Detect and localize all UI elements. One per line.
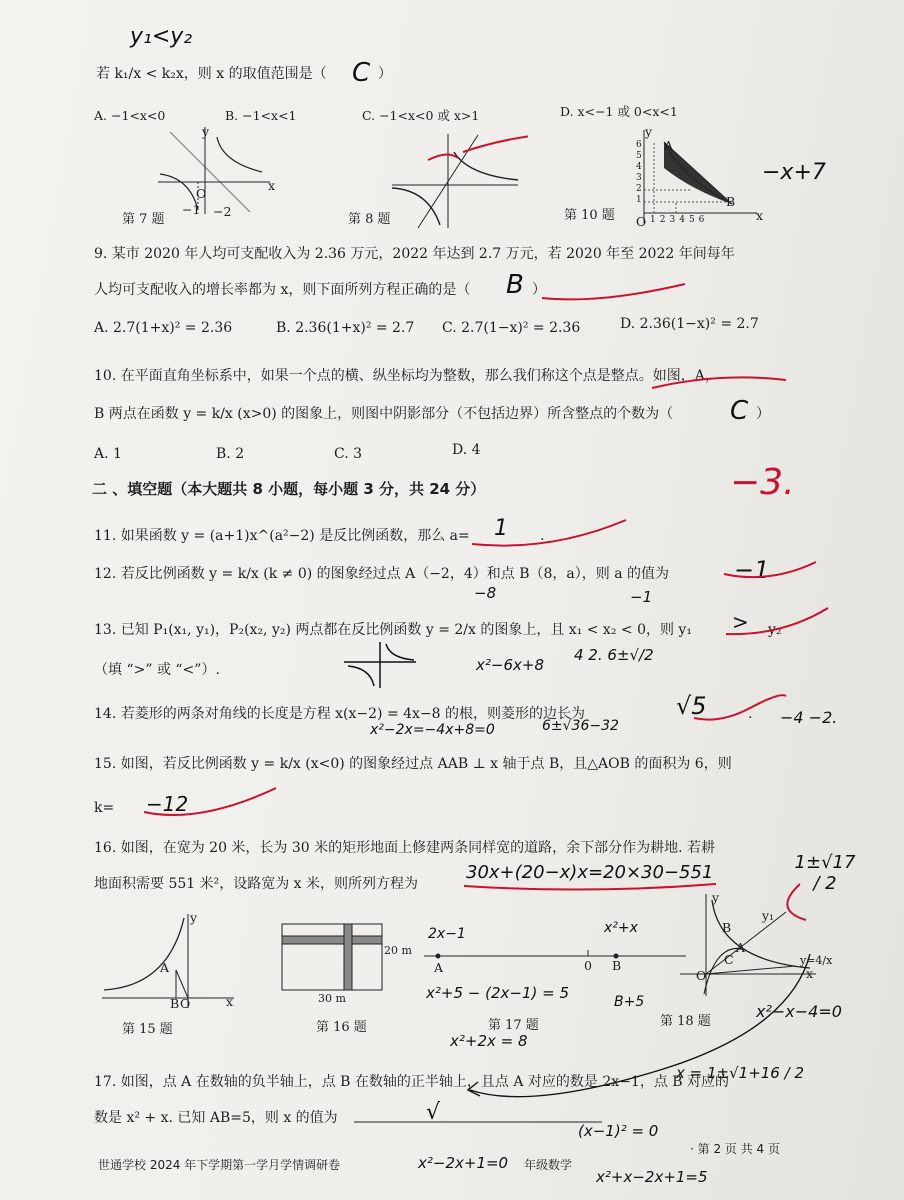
- fig18-caption: 第 18 题: [660, 1014, 711, 1029]
- q12-work-2: −1: [630, 588, 653, 606]
- q12-red-mark: [720, 548, 820, 588]
- q9-option-c: C. 2.7(1−x)² = 2.36: [442, 320, 581, 336]
- handwritten-note-q16: 1±√17 / 2: [794, 852, 856, 894]
- q15-red-mark: [140, 784, 280, 824]
- handwritten-note-q10: −x+7: [762, 160, 826, 185]
- q13-line2: （填 “>” 或 “<”）.: [94, 662, 220, 678]
- q16-stem: 16. 如图，在宽为 20 米，长为 30 米的矩形地面上修建两条同样宽的道路，余下部分作为耕地. 若耕: [94, 840, 716, 856]
- fig16-caption: 第 16 题: [316, 1020, 367, 1035]
- q15-stem: 15. 如图，若反比例函数 y = k/x (x<0) 的图象经过点 AAB ⊥ x 轴于点 B，且△AOB 的面积为 6，则: [94, 756, 732, 772]
- fig18-y-label: y: [712, 890, 720, 905]
- fig10-x-tick: 4: [679, 215, 689, 225]
- fig10-y-label: y: [645, 124, 653, 139]
- q8-option-c: C. −1<x<0 或 x>1: [362, 108, 480, 123]
- fig17-point-a: A: [434, 960, 444, 975]
- q13-answer: >: [732, 610, 749, 634]
- figure-8-graph: [388, 130, 528, 230]
- q17-stem-line2: 数是 x² + x. 已知 AB=5，则 x 的值为: [94, 1110, 338, 1126]
- footer-subject: 年级数学: [524, 1158, 573, 1172]
- figure-10-graph: [632, 128, 762, 228]
- fig7-caption: 第 7 题: [122, 212, 165, 227]
- fig10-y-tick: 4: [636, 162, 642, 172]
- q17-work-5: (x−1)² = 0: [578, 1122, 659, 1140]
- fig17-zero: 0: [584, 958, 592, 973]
- q13-red-mark: [722, 604, 832, 644]
- q10-option-a: A. 1: [94, 446, 122, 462]
- q10-close: ）: [756, 406, 770, 422]
- q17-side-note: B+5: [614, 994, 645, 1010]
- figure-16-diagram: [280, 920, 390, 1000]
- fig10-y-tick: 3: [636, 173, 642, 183]
- fig10-point-a: A: [664, 138, 674, 153]
- fig15-x-label: x: [226, 994, 234, 1009]
- fig10-x-tick: 2: [659, 215, 670, 225]
- fig8-caption: 第 8 题: [348, 212, 391, 227]
- q16-stem-line2: 地面积需要 551 米²，设路宽为 x 米，则所列方程为: [94, 876, 419, 892]
- q9-red-mark: [540, 278, 690, 308]
- q15-answer: −12: [146, 792, 189, 816]
- q13-work-1: x²−6x+8: [476, 656, 544, 674]
- fig7-tick-m2: −2: [213, 204, 232, 219]
- fig15-caption: 第 15 题: [122, 1022, 173, 1037]
- q14-stem: 14. 若菱形的两条对角线的长度是方程 x(x−2) = 4x−8 的根，则菱形的边长为: [94, 706, 586, 722]
- q13-work-2: 4 2. 6±√/2: [574, 646, 654, 664]
- fig10-x-tick: 3: [669, 215, 680, 225]
- fig17-point-b: B: [612, 958, 622, 973]
- fig10-origin: O: [636, 214, 647, 229]
- score-mark: −3.: [730, 462, 795, 503]
- q17-work-3: x²−x−4=0: [756, 1002, 842, 1021]
- q8-close: ）: [378, 66, 392, 82]
- fig10-x-tick: 1: [650, 215, 660, 225]
- fig10-y-tick: 2: [636, 184, 642, 194]
- q14-side-note: −4 −2.: [780, 708, 838, 727]
- fig18-y1-label: y₁: [762, 908, 775, 923]
- fig7-x-label: x: [268, 178, 276, 193]
- fig7-tick-m1: −1: [182, 202, 201, 217]
- q14-work-2: 6±√36−32: [542, 718, 619, 734]
- fig16-height-label: 20 m: [384, 944, 412, 957]
- fig17-caption: 第 17 题: [488, 1018, 539, 1033]
- q10-red-mark: [650, 370, 790, 394]
- fig10-x-ticks: [650, 215, 708, 226]
- q12-stem: 12. 若反比例函数 y = k/x (k ≠ 0) 的图象经过点 A（−2，4）和点 B（8，a），则 a 的值为: [94, 566, 669, 582]
- fig10-point-b: B: [726, 194, 736, 209]
- fig15-origin: O: [180, 996, 191, 1011]
- fig10-caption: 第 10 题: [564, 208, 615, 223]
- footer-page: · 第 2 页 共 4 页: [690, 1142, 780, 1156]
- fig10-y-tick: 1: [636, 195, 642, 205]
- fig18-point-b: B: [722, 920, 732, 935]
- q9-option-a: A. 2.7(1+x)² = 2.36: [94, 320, 233, 336]
- q11-tail: .: [540, 528, 545, 544]
- q9-option-d: D. 2.36(1−x)² = 2.7: [620, 316, 759, 332]
- q8-stem: 若 k₁/x < k₂x，则 x 的取值范围是（: [96, 66, 327, 82]
- q10-option-c: C. 3: [334, 446, 363, 462]
- q13-sketch: [340, 640, 420, 690]
- q17-answer-line: [354, 1116, 604, 1126]
- q17-work-4: x = 1±√1+16 / 2: [676, 1064, 804, 1082]
- q9-option-b: B. 2.36(1+x)² = 2.7: [276, 320, 415, 336]
- q9-stem-line2: 人均可支配收入的增长率都为 x，则下面所列方程正确的是（: [94, 282, 471, 298]
- q16-answer: 30x+(20−x)x=20×30−551: [466, 862, 714, 883]
- q8-option-d: D. x<−1 或 0<x<1: [560, 104, 678, 119]
- fig10-y-ticks: [636, 140, 644, 206]
- q10-stem-line2: B 两点在函数 y = k/x (x>0) 的图象上，则图中阴影部分（不包括边界）所含整点的个数为（: [94, 406, 674, 422]
- fig10-y-tick: 6: [636, 140, 642, 150]
- q13-stem: 13. 已知 P₁(x₁, y₁)，P₂(x₂, y₂) 两点都在反比例函数 y = 2/x 的图象上，且 x₁ < x₂ < 0，则 y₁: [94, 622, 692, 638]
- q9-stem: 9. 某市 2020 年人均可支配收入为 2.36 万元，2022 年达到 2.7 万元，若 2020 年至 2022 年间每年: [94, 246, 735, 262]
- q13-tail: y₂: [768, 622, 782, 638]
- fig18-function-label: y=4/x: [800, 954, 833, 967]
- handwritten-note-top: y₁<y₂: [130, 24, 193, 49]
- q8-option-b: B. −1<x<1: [225, 108, 297, 123]
- q12-work-1: −8: [474, 584, 497, 602]
- q12-answer: −1: [734, 556, 770, 584]
- q14-tail: .: [748, 706, 753, 722]
- fig18-point-c: C: [724, 952, 734, 967]
- fig18-red-mark: [770, 880, 810, 930]
- q17-stem: 17. 如图，点 A 在数轴的负半轴上，点 B 在数轴的正半轴上，且点 A 对应的数是 2x−1，点 B 对应的: [94, 1074, 730, 1090]
- q9-answer: B: [506, 270, 524, 300]
- fig15-y-label: y: [190, 910, 198, 925]
- fig10-y-tick: 5: [636, 151, 642, 161]
- fig17-label-2x-1: 2x−1: [428, 926, 466, 942]
- q17-work-7: x²−2x+1=0: [418, 1154, 509, 1172]
- fig18-point-a: A: [736, 940, 746, 955]
- q17-work-6: x²+x−2x+1=5: [596, 1168, 708, 1186]
- fig10-x-label: x: [756, 208, 764, 223]
- fig15-point-b: B: [170, 996, 180, 1011]
- fig17-label-x2x: x²+x: [604, 920, 638, 936]
- q17-work-1: x²+5 − (2x−1) = 5: [426, 984, 569, 1002]
- q11-red-mark: [470, 514, 630, 554]
- fig16-width-label: 30 m: [318, 992, 346, 1005]
- footer-school: 世通学校 2024 年下学期第一学月学情调研卷: [98, 1158, 341, 1172]
- q14-answer: √5: [676, 692, 707, 720]
- q14-work-1: x²−2x=−4x+8=0: [370, 722, 495, 738]
- q9-close: ）: [532, 282, 546, 298]
- q10-stem: 10. 在平面直角坐标系中，如果一个点的横、纵坐标均为整数，那么我们称这个点是整点。如图，A，: [94, 368, 719, 384]
- fig18-origin: O: [696, 968, 707, 983]
- q10-option-d: D. 4: [452, 442, 481, 458]
- q17-work-2: x²+2x = 8: [450, 1032, 528, 1050]
- figure-7-graph: [150, 122, 280, 217]
- fig18-x-label: x: [806, 966, 814, 981]
- q8-answer: C: [352, 58, 371, 88]
- fig15-point-a: A: [160, 960, 170, 975]
- fig7-origin: O: [196, 186, 207, 201]
- fig10-x-tick: 5: [688, 215, 699, 225]
- fig7-y-label: y: [202, 124, 210, 139]
- q11-stem: 11. 如果函数 y = (a+1)x^(a²−2) 是反比例函数，那么 a=: [94, 528, 470, 544]
- q10-option-b: B. 2: [216, 446, 245, 462]
- q15-line2: k=: [94, 800, 115, 816]
- q10-answer: C: [730, 396, 749, 426]
- q14-red-mark: [690, 690, 790, 730]
- q17-answer: √: [426, 1100, 441, 1125]
- fig10-x-tick: 6: [698, 215, 709, 225]
- q11-answer: 1: [494, 516, 508, 541]
- q8-option-a: A. −1<x<0: [94, 108, 166, 123]
- section-2-heading: 二 、填空题（本大题共 8 小题，每小题 3 分，共 24 分）: [92, 480, 486, 498]
